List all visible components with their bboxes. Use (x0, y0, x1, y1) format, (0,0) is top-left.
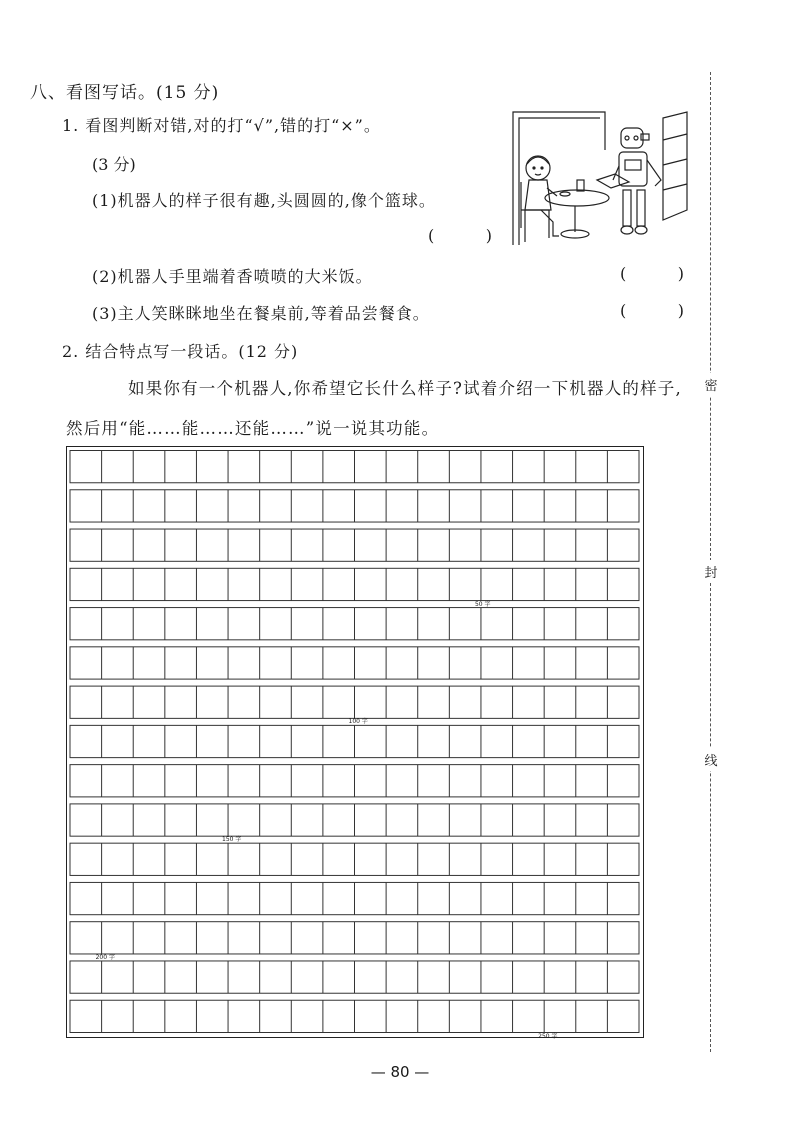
judgement-item-2: (2)机器人手里端着香喷喷的大米饭。 (92, 267, 373, 286)
robot-illustration (505, 110, 690, 250)
seal-char-xian: 线 (703, 748, 719, 771)
word-count-marker: 150 字 (222, 836, 242, 844)
page-number: — 80 — (370, 1063, 430, 1081)
question-1-score: (3 分) (92, 155, 136, 174)
judgement-item-3: (3)主人笑眯眯地坐在餐桌前,等着品尝餐食。 (92, 304, 430, 323)
question-1-title: 1. 看图判断对错,对的打“√”,错的打“×”。 (62, 116, 381, 135)
judgement-item-1: (1)机器人的样子很有趣,头圆圆的,像个篮球。 (92, 191, 436, 210)
question-2-title: 2. 结合特点写一段话。(12 分) (62, 342, 299, 361)
section-title: 八、看图写话。(15 分) (30, 83, 220, 103)
word-count-marker: 200 字 (95, 953, 115, 961)
writing-grid[interactable] (66, 446, 644, 1038)
grid-lines (67, 447, 642, 1036)
answer-blank-2[interactable]: ( ) (620, 264, 684, 283)
word-count-marker: 100 字 (348, 718, 368, 726)
word-count-marker: 50 字 (474, 600, 491, 608)
word-count-marker: 250 字 (538, 1032, 558, 1040)
answer-blank-1[interactable]: ( ) (428, 226, 492, 245)
answer-blank-3[interactable]: ( ) (620, 301, 684, 320)
seal-char-feng: 封 (703, 560, 719, 583)
writing-prompt: 如果你有一个机器人,你希望它长什么样子?试着介绍一下机器人的样子,然后用“能……能……还能……”说一说其功能。 (66, 379, 682, 438)
seal-char-mi: 密 (703, 373, 719, 396)
